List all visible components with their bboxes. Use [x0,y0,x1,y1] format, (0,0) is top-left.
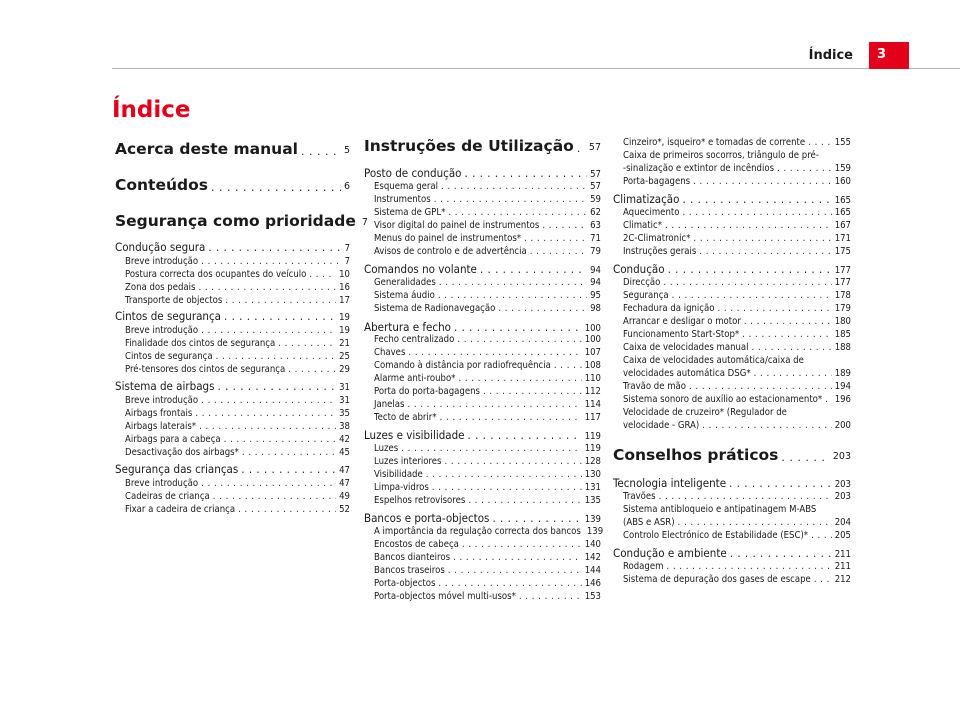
toc-chapter-entry[interactable]: Segurança como prioridade 7 [115,212,368,230]
toc-subsection-entry[interactable]: -sinalização e extintor de incêndios . . . 159 [613,163,851,174]
toc-section-entry[interactable]: Condução . . . 177 [613,262,851,276]
toc-section-entry[interactable]: Condução e ambiente . . . 211 [613,546,851,560]
toc-subsection-entry[interactable]: 2C-Climatronic* . . . 171 [613,233,851,244]
toc-subsection-entry[interactable]: Aquecimento . . . 165 [613,207,851,218]
toc-subsection-entry[interactable]: Porta do porta-bagagens . . . 112 [364,386,601,397]
toc-subsection-entry[interactable]: Cinzeiro*, isqueiro* e tomadas de corrente . . . 155 [613,137,851,148]
toc-subsection-entry[interactable]: Espelhos retrovisores . . . 135 [364,495,601,506]
toc-subsection-entry[interactable]: velocidades automática DSG* . . . 189 [613,368,851,379]
toc-subsection-entry[interactable]: Rodagem . . . 211 [613,561,851,572]
toc-subsection-entry[interactable]: Encostos de cabeça . . . 140 [364,539,601,550]
toc-subsection-entry[interactable]: Desactivação dos airbags* . . . 45 [115,447,350,458]
toc-subsection-entry[interactable]: Bancos traseiros . . . 144 [364,565,601,576]
toc-section-entry[interactable]: Condução segura . . . 7 [115,240,350,254]
toc-section-entry[interactable]: Luzes e visibilidade . . . 119 [364,428,601,442]
header-rule [112,68,960,69]
toc-subsection-entry[interactable]: Climatic* . . . 167 [613,220,851,231]
toc-subsection-entry[interactable]: Transporte de objectos . . . 17 [115,295,350,306]
toc-subsection-entry[interactable]: Airbags para a cabeça . . . 42 [115,434,350,445]
toc-subsection-entry[interactable]: Visibilidade . . . 130 [364,469,601,480]
page-title: Índice [112,97,191,123]
toc-subsection-entry[interactable]: Finalidade dos cintos de segurança . . . 21 [115,338,350,349]
toc-subsection-entry[interactable]: Janelas . . . 114 [364,399,601,410]
toc-subsection-entry[interactable]: Limpa-vidros . . . 131 [364,482,601,493]
toc-subsection-entry[interactable]: Alarme anti-roubo* . . . 110 [364,373,601,384]
toc-subsection-entry[interactable]: Generalidades . . . 94 [364,277,601,288]
toc-subsection-entry[interactable]: Airbags laterais* . . . 38 [115,421,350,432]
toc-subsection-entry[interactable]: Caixa de velocidades manual . . . 188 [613,342,851,353]
toc-chapter-entry[interactable]: Acerca deste manual . . . 5 [115,140,350,158]
toc-subsection-entry[interactable]: Cintos de segurança . . . 25 [115,351,350,362]
toc-subsection-entry[interactable]: Porta-objectos . . . 146 [364,578,601,589]
toc-subsection-entry[interactable]: Controlo Electrónico de Estabilidade (ESC)* . . . 205 [613,530,851,541]
toc-subsection-entry[interactable]: Zona dos pedais . . . 16 [115,282,350,293]
toc-subsection-entry[interactable]: Chaves . . . 107 [364,347,601,358]
toc-subsection-entry[interactable]: Sistema de GPL* . . . 62 [364,207,601,218]
toc-subsection-entry[interactable]: Arrancar e desligar o motor . . . 180 [613,316,851,327]
toc-subsection-entry[interactable]: Luzes interiores . . . 128 [364,456,601,467]
toc-subsection-entry[interactable]: Travão de mão . . . 194 [613,381,851,392]
toc-subsection-entry[interactable]: Airbags frontais . . . 35 [115,408,350,419]
toc-subsection-entry[interactable]: Sistema áudio . . . 95 [364,290,601,301]
toc-subsection-entry[interactable]: Avisos de controlo e de advertência . . . 79 [364,246,601,257]
toc-section-entry[interactable]: Climatização . . . 165 [613,192,851,206]
toc-chapter-entry[interactable]: Conteúdos . . . 6 [115,176,350,194]
page-number: 3 [877,47,887,62]
toc-section-entry[interactable]: Comandos no volante . . . 94 [364,262,601,276]
toc-subsection-entry[interactable]: Fixar a cadeira de criança . . . 52 [115,504,350,515]
toc-section-entry[interactable]: Posto de condução . . . 57 [364,166,601,180]
toc-subsection-entry[interactable]: Direcção . . . 177 [613,277,851,288]
toc-subsection-entry[interactable]: Breve introdução . . . 7 [115,256,350,267]
toc-subsection-entry[interactable]: Visor digital do painel de instrumentos . . . 63 [364,220,601,231]
toc-subsection-entry[interactable]: Travões . . . 203 [613,491,851,502]
toc-subsection-entry[interactable]: Pré-tensores dos cintos de segurança . . . 29 [115,364,350,375]
toc-subsection-entry[interactable]: Sistema de Radionavegação . . . 98 [364,303,601,314]
toc-subsection-entry[interactable]: Funcionamento Start-Stop* . . . 185 [613,329,851,340]
toc-subsection-entry[interactable]: Segurança . . . 178 [613,290,851,301]
toc-subsection-entry[interactable]: Luzes . . . 119 [364,443,601,454]
toc-subsection-entry[interactable]: (ABS e ASR) . . . 204 [613,517,851,528]
toc-subsection-entry[interactable]: Esquema geral . . . 57 [364,181,601,192]
toc-section-entry[interactable]: Cintos de segurança . . . 19 [115,309,350,323]
toc-subsection-entry-wrapped-line[interactable]: Sistema antibloqueio e antipatinagem M-ABS [623,504,817,515]
toc-subsection-entry[interactable]: A importância da regulação correcta dos bancos 139 [374,526,604,537]
toc-subsection-entry-wrapped-line[interactable]: Velocidade de cruzeiro* (Regulador de [623,407,787,418]
toc-subsection-entry[interactable]: Fechadura da ignição . . . 179 [613,303,851,314]
toc-section-entry[interactable]: Sistema de airbags . . . 31 [115,379,350,393]
toc-subsection-entry[interactable]: Postura correcta dos ocupantes do veículo . . . 10 [115,269,350,280]
toc-subsection-entry[interactable]: Fecho centralizado . . . 100 [364,334,601,345]
toc-section-entry[interactable]: Tecnologia inteligente . . . 203 [613,476,851,490]
toc-subsection-entry[interactable]: velocidade - GRA) . . . 200 [613,420,851,431]
toc-subsection-entry[interactable]: Breve introdução . . . 19 [115,325,350,336]
page-number-box [869,42,909,69]
toc-section-entry[interactable]: Bancos e porta-objectos . . . 139 [364,511,601,525]
toc-subsection-entry[interactable]: Sistema sonoro de auxílio ao estacionamento* . . . 196 [613,394,851,405]
toc-chapter-entry[interactable]: Conselhos práticos . . . 203 [613,446,851,464]
toc-subsection-entry[interactable]: Bancos dianteiros . . . 142 [364,552,601,563]
toc-section-entry[interactable]: Segurança das crianças . . . 47 [115,462,350,476]
toc-subsection-entry[interactable]: Tecto de abrir* . . . 117 [364,412,601,423]
toc-subsection-entry-wrapped-line[interactable]: Caixa de primeiros socorros, triângulo de pré- [623,150,819,161]
toc-subsection-entry[interactable]: Cadeiras de criança . . . 49 [115,491,350,502]
running-header-title: Índice [808,48,853,63]
toc-subsection-entry[interactable]: Porta-bagagens . . . 160 [613,176,851,187]
toc-subsection-entry[interactable]: Porta-objectos móvel multi-usos* . . . 153 [364,591,601,602]
toc-section-entry[interactable]: Abertura e fecho . . . 100 [364,320,601,334]
toc-subsection-entry-wrapped-line[interactable]: Caixa de velocidades automática/caixa de [623,355,804,366]
toc-chapter-entry[interactable]: Instruções de Utilização . . . 57 [364,137,601,155]
toc-subsection-entry[interactable]: Instruções gerais . . . 175 [613,246,851,257]
toc-subsection-entry[interactable]: Breve introdução . . . 31 [115,395,350,406]
toc-subsection-entry[interactable]: Comando à distância por radiofrequência . . . 108 [364,360,601,371]
toc-subsection-entry[interactable]: Menus do painel de instrumentos* . . . 71 [364,233,601,244]
toc-subsection-entry[interactable]: Breve introdução . . . 47 [115,478,350,489]
toc-subsection-entry[interactable]: Instrumentos . . . 59 [364,194,601,205]
toc-subsection-entry[interactable]: Sistema de depuração dos gases de escape . . . 212 [613,574,851,585]
